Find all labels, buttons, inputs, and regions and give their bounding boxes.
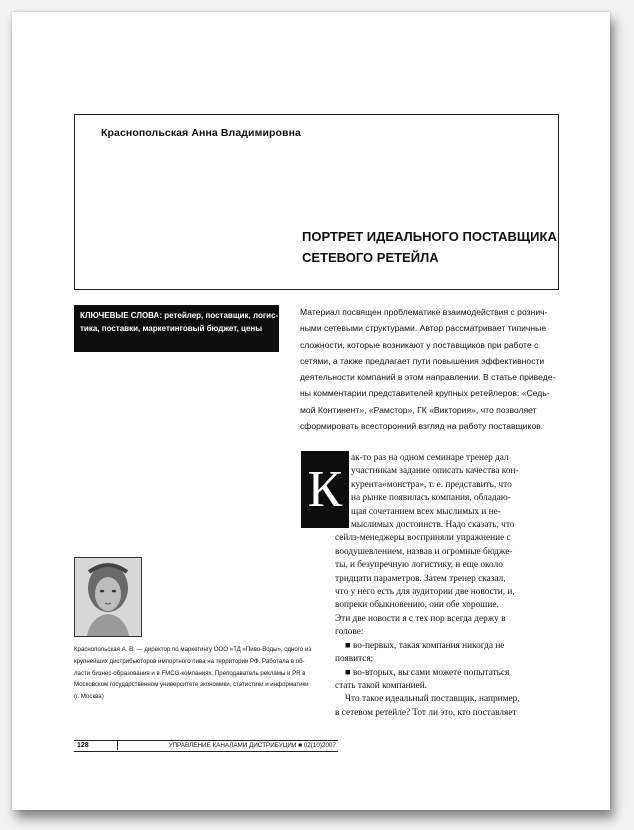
abstract-line: сетями, а также предлагает пути повышения эффективности xyxy=(300,355,545,366)
body-line: участникам задание описать качества кон- xyxy=(351,466,519,477)
portrait-image xyxy=(75,558,141,636)
body-line: щая сочетанием всех мыслимых и не- xyxy=(351,506,501,517)
abstract-line: ными сетевыми структурами. Автор рассматривает типичные xyxy=(300,323,547,334)
body-line: стать такой компанией. xyxy=(335,680,427,691)
abstract-line: сформировать всесторонний взгляд на работу поставщиков. xyxy=(300,421,544,432)
bullet-line: ■ во-первых, такая компания никогда не xyxy=(345,640,505,651)
body-line: Эти две новости я с тех пор всегда держу в xyxy=(335,613,506,624)
body-line: Что такое идеальный поставщик, например, xyxy=(345,694,520,705)
page-number: 128 xyxy=(74,740,118,750)
journal-page xyxy=(12,12,610,810)
bio-line: крупнейших дистрибьюторов импортного пива на территории РФ. Работала в об- xyxy=(74,657,305,665)
body-line: вопреки обыкновению, они обе хорошие. xyxy=(335,600,499,611)
journal-name: УПРАВЛЕНИЕ КАНАЛАМИ ДИСТРИБУЦИИ ■ 02(10)2007 xyxy=(168,742,336,749)
keywords-line: тика, поставки, маркетинговый бюджет, цены xyxy=(80,324,263,333)
bio-line: Краснопольская А. В. — директор по маркетингу ООО «ТД «Пиво-Воды», одного из xyxy=(74,646,312,653)
body-line: на рынке появилась компания, обладаю- xyxy=(351,493,511,504)
abstract-line: ны комментарии представителей крупных ретейлеров: «Седь- xyxy=(300,388,550,399)
keywords-line: КЛЮЧЕВЫЕ СЛОВА: ретейлер, поставщик, логис- xyxy=(80,311,279,320)
author-photo xyxy=(74,557,142,637)
body-line: тридцати параметров. Затем тренер сказал, xyxy=(335,573,506,584)
body-line: в сетевом ретейле? Тот ли это, кто поставляет xyxy=(335,707,517,718)
body-line: ак-то раз на одном семинаре тренер дал xyxy=(351,453,509,463)
body-line: что у него есть для аудитории две новости, и, xyxy=(335,587,515,598)
bio-line: (г. Москва) xyxy=(74,693,104,701)
page-footer xyxy=(74,740,338,752)
body-line: ты, и безупречную логистику, и еще около xyxy=(335,560,503,571)
body-line: мыслимых достоинств. Надо сказать, что xyxy=(351,520,515,531)
article-body xyxy=(335,452,571,720)
abstract-line: мой Континент», «Рамстор», ГК «Виктория», что позволяет xyxy=(300,404,537,415)
title-frame xyxy=(74,114,559,290)
keywords-box xyxy=(74,305,279,352)
author-name: Краснопольская Анна Владимировна xyxy=(101,127,301,139)
bio-line: Московском государственном университете экономики, статистики и информатики xyxy=(74,681,309,689)
abstract-line: сложности, которые возникают у поставщиков при работе с xyxy=(300,339,539,350)
author-bio xyxy=(74,644,336,703)
abstract-line: Материал посвящен проблематике взаимодействия с рознич- xyxy=(300,307,548,317)
bio-line: ласти бизнес-образования и в FMCG-компаниях. Преподаватель рекламы и PR в xyxy=(74,669,306,677)
body-line: появится; xyxy=(335,654,374,665)
bullet-line: ■ во-вторых, вы сами можете попытаться xyxy=(345,667,510,678)
title-line: СЕТЕВОГО РЕТЕЙЛА xyxy=(302,250,439,265)
abstract xyxy=(300,304,565,434)
drop-cap: К xyxy=(301,451,349,528)
abstract-line: деятельности компаний в этом направлении. В статье приведе- xyxy=(300,372,556,383)
article-title xyxy=(302,226,557,268)
title-line: ПОРТРЕТ ИДЕАЛЬНОГО ПОСТАВЩИКА xyxy=(302,229,557,244)
body-line: сейлз-менеджеры восприняли упражнение с xyxy=(335,533,511,544)
body-line: воодушевлением, назвав и огромные бюдже- xyxy=(335,546,513,557)
body-line: голове: xyxy=(335,627,364,638)
body-line: курента«монстра», т. е. представить, что xyxy=(351,479,512,490)
